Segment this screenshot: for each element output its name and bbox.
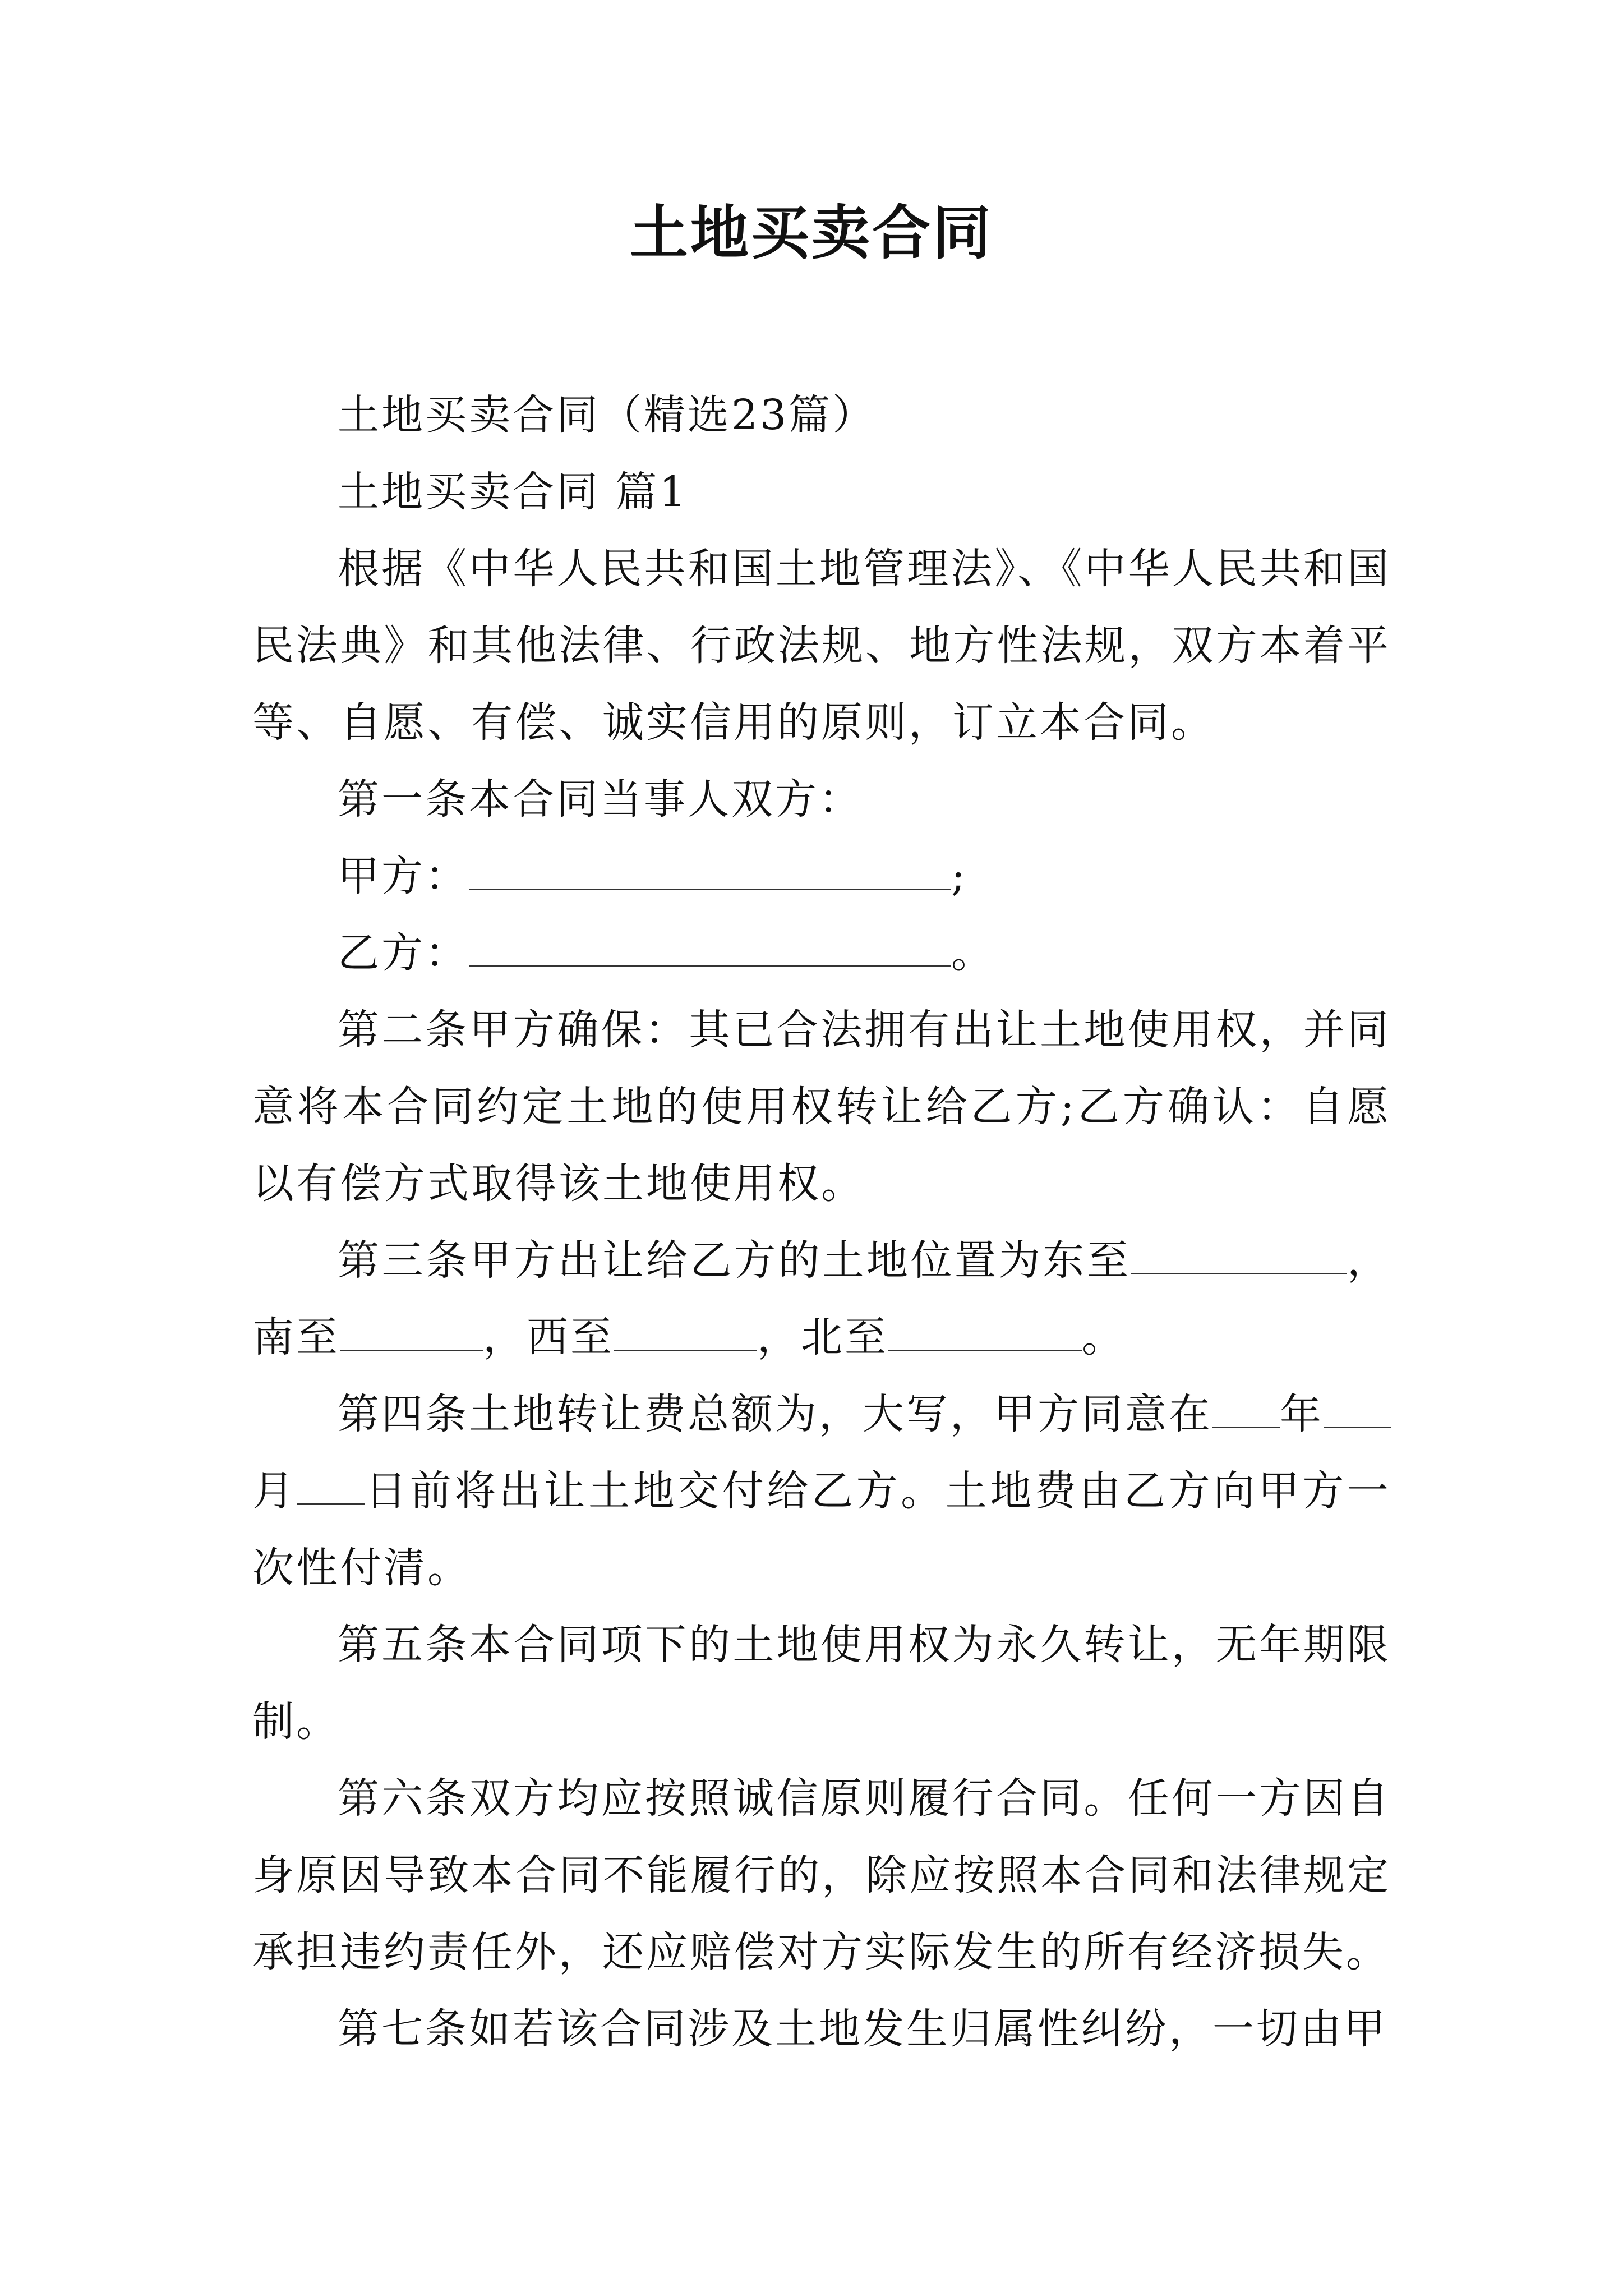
party-b-line	[252, 915, 1391, 992]
west-boundary-blank	[614, 1316, 757, 1351]
article-4	[252, 1376, 1391, 1607]
document-title: 土地买卖合同	[629, 198, 993, 267]
east-boundary-blank	[1131, 1239, 1347, 1274]
article-4-text-c: 月	[252, 1467, 297, 1515]
north-boundary-blank	[888, 1316, 1082, 1351]
section-heading: 土地买卖合同 篇1	[338, 468, 688, 516]
month-blank	[1324, 1393, 1391, 1428]
day-blank	[297, 1470, 365, 1505]
document-subtitle: 土地买卖合同（精选23篇）	[338, 391, 877, 439]
article-2: 第二条甲方确保：其已合法拥有出让土地使用权，并同意将本合同约定土地的使用权转让给乙方;乙方确认：自愿以有偿方式取得该土地使用权。	[252, 1006, 1391, 1208]
article-3-text-a: 第三条甲方出让给乙方的土地位置为东至	[338, 1236, 1131, 1285]
article-4-text-b: 年	[1280, 1390, 1324, 1438]
intro-paragraph: 根据《中华人民共和国土地管理法》、《中华人民共和国民法典》和其他法律、行政法规、地方性法规，双方本着平等、自愿、有偿、诚实信用的原则，订立本合同。	[252, 545, 1391, 747]
article-1: 第一条本合同当事人双方：	[338, 775, 863, 823]
party-b-blank	[469, 932, 951, 967]
article-3-text-d: ，北至	[757, 1313, 888, 1361]
year-blank	[1212, 1393, 1280, 1428]
party-b-label: 乙方：	[338, 929, 469, 977]
article-3	[252, 1222, 1391, 1376]
party-b-end: 。	[951, 929, 995, 977]
article-6: 第六条双方均应按照诚信原则履行合同。任何一方因自身原因导致本合同不能履行的，除应按照本合同和法律规定承担违约责任外，还应赔偿对方实际发生的所有经济损失。	[252, 1774, 1391, 1976]
article-4-text-d: 日前将出让土地交付给乙方。土地费由乙方向甲方一次性付清。	[252, 1467, 1391, 1592]
party-a-end: ;	[951, 852, 967, 900]
article-7: 第七条如若该合同涉及土地发生归属性纠纷，一切由甲	[338, 2005, 1387, 2053]
article-3-text-b: ，南至	[252, 1236, 1391, 1361]
party-a-line	[252, 838, 1391, 915]
document-body	[252, 377, 1391, 2068]
article-3-text-e: 。	[1082, 1313, 1126, 1361]
party-a-blank	[469, 855, 951, 890]
party-a-label: 甲方：	[338, 852, 469, 900]
article-4-text-a: 第四条土地转让费总额为，大写，甲方同意在	[338, 1390, 1212, 1438]
article-5: 第五条本合同项下的土地使用权为永久转让，无年期限制。	[252, 1621, 1391, 1746]
article-3-text-c: ，西至	[483, 1313, 614, 1361]
south-boundary-blank	[340, 1316, 483, 1351]
